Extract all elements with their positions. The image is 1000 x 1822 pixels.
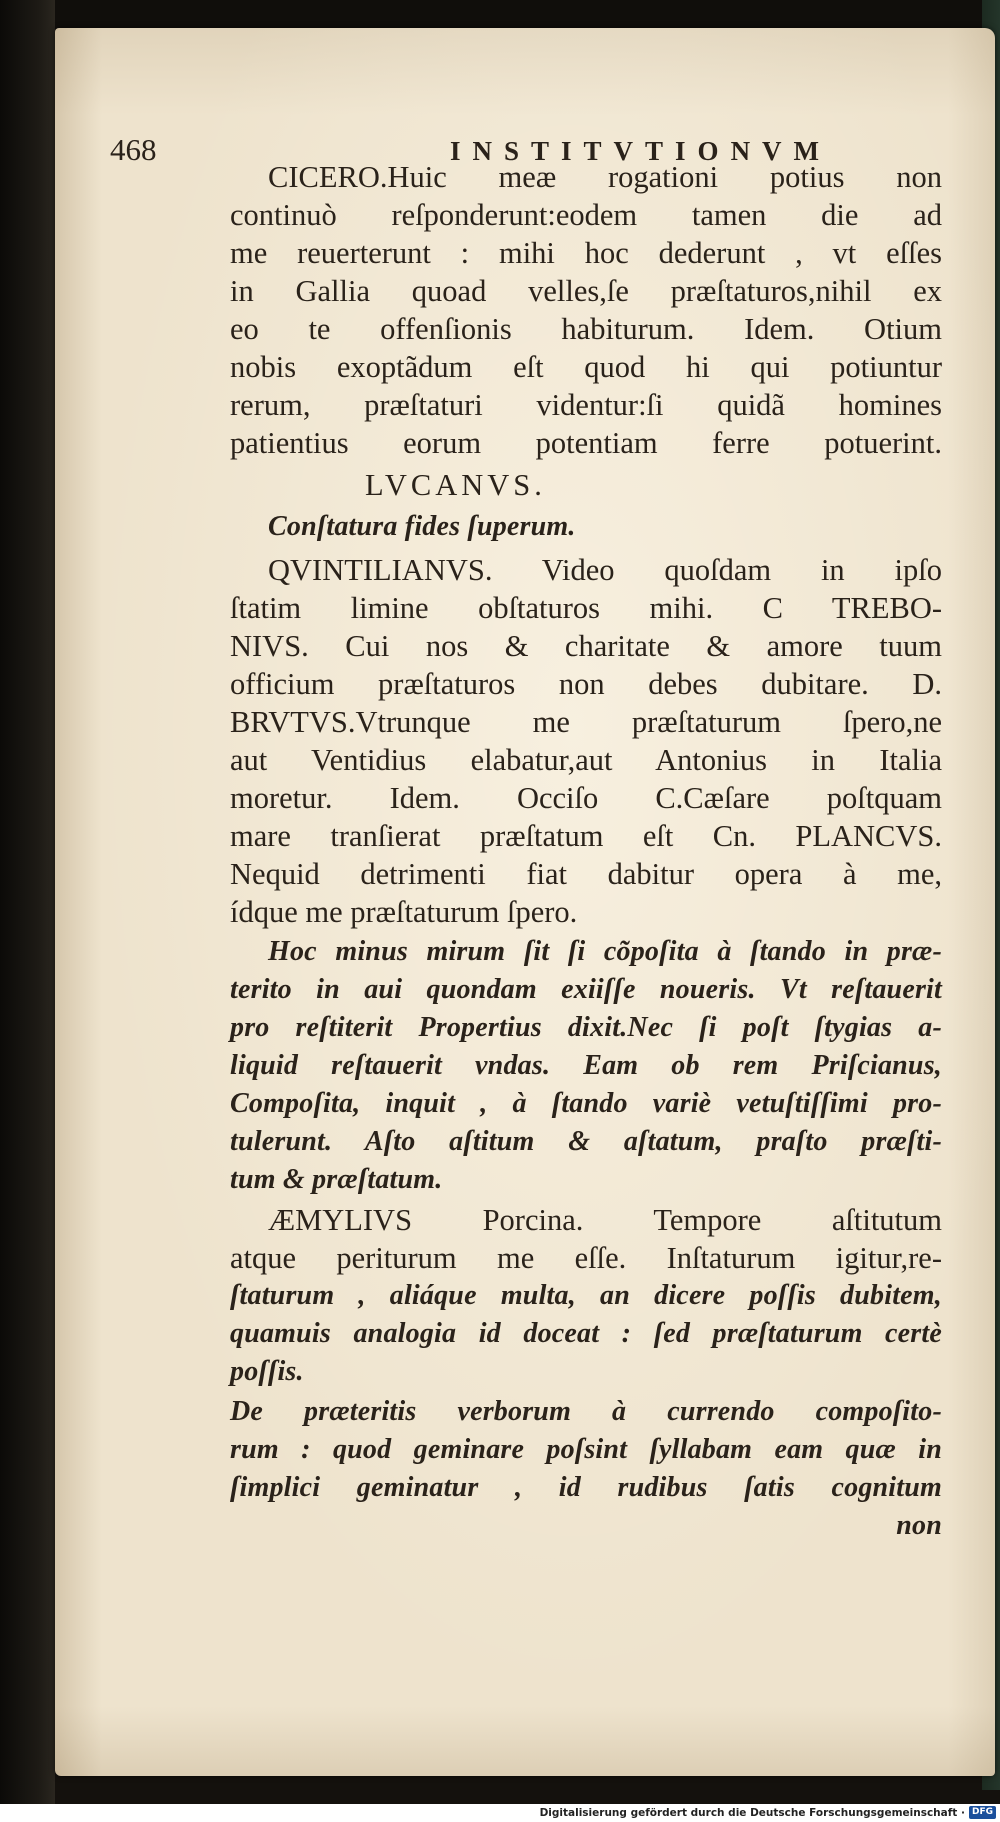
- text-line: ſtatim limine obſtaturos mihi. C TREBO-: [230, 591, 942, 625]
- text-line: ÆMYLIVS Porcina. Tempore aſtitutum: [268, 1203, 942, 1237]
- text-line: eo te offenſionis habiturum. Idem. Otium: [230, 312, 942, 346]
- text-line: me reuerterunt : mihi hoc dederunt , vt eſſes: [230, 236, 942, 270]
- page-number: 468: [110, 132, 157, 167]
- commentary-line: pro reſtiterit Propertius dixit.Nec ſi poſt ſtygias a-: [230, 1012, 942, 1043]
- scan-left-border: [0, 0, 55, 1822]
- dfg-logo: DFG: [969, 1806, 996, 1819]
- commentary-line: tum & præſtatum.: [230, 1164, 443, 1195]
- text-line: BRVTVS.Vtrunque me præſtaturum ſpero,ne: [230, 705, 942, 739]
- text-line: rerum, præſtaturi videntur:ſi quidã homines: [230, 388, 942, 422]
- author-heading: LVCANVS.: [365, 468, 546, 502]
- commentary-line: rum : quod geminare poſsint ſyllabam eam quæ in: [230, 1434, 942, 1465]
- text-line: NIVS. Cui nos & charitate & amore tuum: [230, 629, 942, 663]
- text-line: CICERO.Huic meæ rogationi potius non: [268, 160, 942, 194]
- commentary-line: tulerunt. Aſto aſtitum & aſtatum, praſto præſti-: [230, 1126, 942, 1157]
- text-line: in Gallia quoad velles,ſe præſtaturos,nihil ex: [230, 274, 942, 308]
- text-line: atque periturum me eſſe. Inſtaturum igitur,re-: [230, 1241, 942, 1275]
- commentary-line: Compoſita, inquit , à ſtando variè vetuſtiſſimi pro-: [230, 1088, 942, 1119]
- text-line: patientius eorum potentiam ferre potuerint.: [230, 426, 942, 460]
- commentary-line: ſtaturum , aliáque multa, an dicere poſſis dubitem,: [230, 1280, 942, 1311]
- quotation-line: Conſtatura fides ſuperum.: [268, 511, 576, 542]
- scan-top-border: [0, 0, 1000, 30]
- text-line: ídque me præſtaturum ſpero.: [230, 895, 578, 929]
- commentary-line: quamuis analogia id doceat : ſed præſtaturum certè: [230, 1318, 942, 1349]
- commentary-line: poſſis.: [230, 1356, 304, 1387]
- text-line: continuò reſponderunt:eodem tamen die ad: [230, 198, 942, 232]
- commentary-line: Hoc minus mirum ſit ſi cõpoſita à ſtando in præ-: [268, 936, 942, 967]
- digitization-credit: [540, 1806, 996, 1819]
- text-line: aut Ventidius elabatur,aut Antonius in Italia: [230, 743, 942, 777]
- running-title: INSTITVTIONVM: [450, 136, 832, 166]
- text-line: mare tranſierat præſtatum eſt Cn. PLANCVS.: [230, 819, 942, 853]
- catchword: non: [896, 1510, 942, 1541]
- commentary-line: ſimplici geminatur , id rudibus ſatis cognitum: [230, 1472, 942, 1503]
- text-line: officium præſtaturos non debes dubitare. D.: [230, 667, 942, 701]
- text-line: moretur. Idem. Occiſo C.Cæſare poſtquam: [230, 781, 942, 815]
- commentary-line: De præteritis verborum à currendo compoſito-: [230, 1396, 942, 1427]
- credit-text: Digitalisierung gefördert durch die Deutsche Forschungsgemeinschaft ·: [539, 1806, 965, 1819]
- text-line: nobis exoptãdum eſt quod hi qui potiuntur: [230, 350, 942, 384]
- book-page: [55, 28, 995, 1776]
- commentary-line: terito in aui quondam exiiſſe noueris. Vt reſtauerit: [230, 974, 942, 1005]
- text-line: Nequid detrimenti fiat dabitur opera à me,: [230, 857, 942, 891]
- text-line: QVINTILIANVS. Video quoſdam in ipſo: [268, 553, 942, 587]
- commentary-line: liquid reſtauerit vndas. Eam ob rem Priſcianus,: [230, 1050, 942, 1081]
